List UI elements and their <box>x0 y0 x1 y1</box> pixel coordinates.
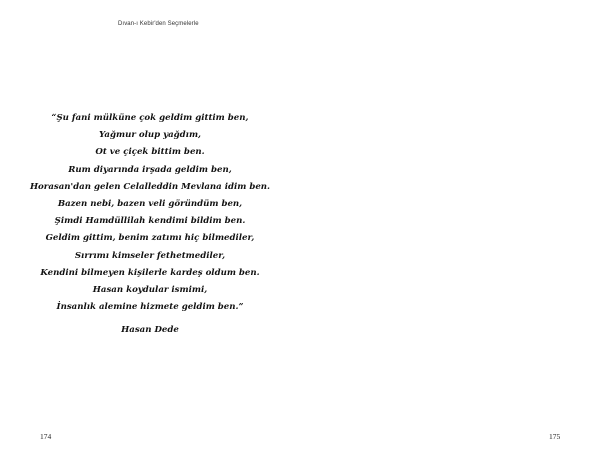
poem-attribution: Hasan Dede <box>121 325 179 335</box>
right-page <box>300 0 600 463</box>
poem-line: Şimdi Hamdüllilah kendimi bildim ben. <box>54 216 246 227</box>
page-number-left: 174 <box>40 432 52 441</box>
page-number-right: 175 <box>549 432 561 441</box>
poem-line: Geldim gittim, benim zatımı hiç bilmediler, <box>45 233 255 244</box>
poem <box>0 110 300 316</box>
poem-line: Bazen nebi, bazen veli göründüm ben, <box>57 199 243 210</box>
running-header: Dıvan-ı Kebir'den Seçmelerle <box>118 21 199 27</box>
poem-line: Kendini bilmeyen kişilerle kardeş oldum ben. <box>40 267 260 278</box>
poem-line: Rum diyarında irşada geldim ben, <box>68 164 232 175</box>
poem-line: Hasan koydular ismimi, <box>92 285 208 296</box>
poem-line: “Şu fani mülküne çok geldim gittim ben, <box>51 113 249 123</box>
poem-line: Horasan'dan gelen Celalleddin Mevlana idim ben. <box>29 181 271 192</box>
poem-line: Sırrımı kimseler fethetmediler, <box>74 250 226 261</box>
poem-line: Ot ve çiçek bittim ben. <box>95 147 205 158</box>
poem-line: Yağmur olup yağdım, <box>98 130 202 141</box>
poem-line: İnsanlık alemine hizmete geldim ben.” <box>56 302 244 313</box>
